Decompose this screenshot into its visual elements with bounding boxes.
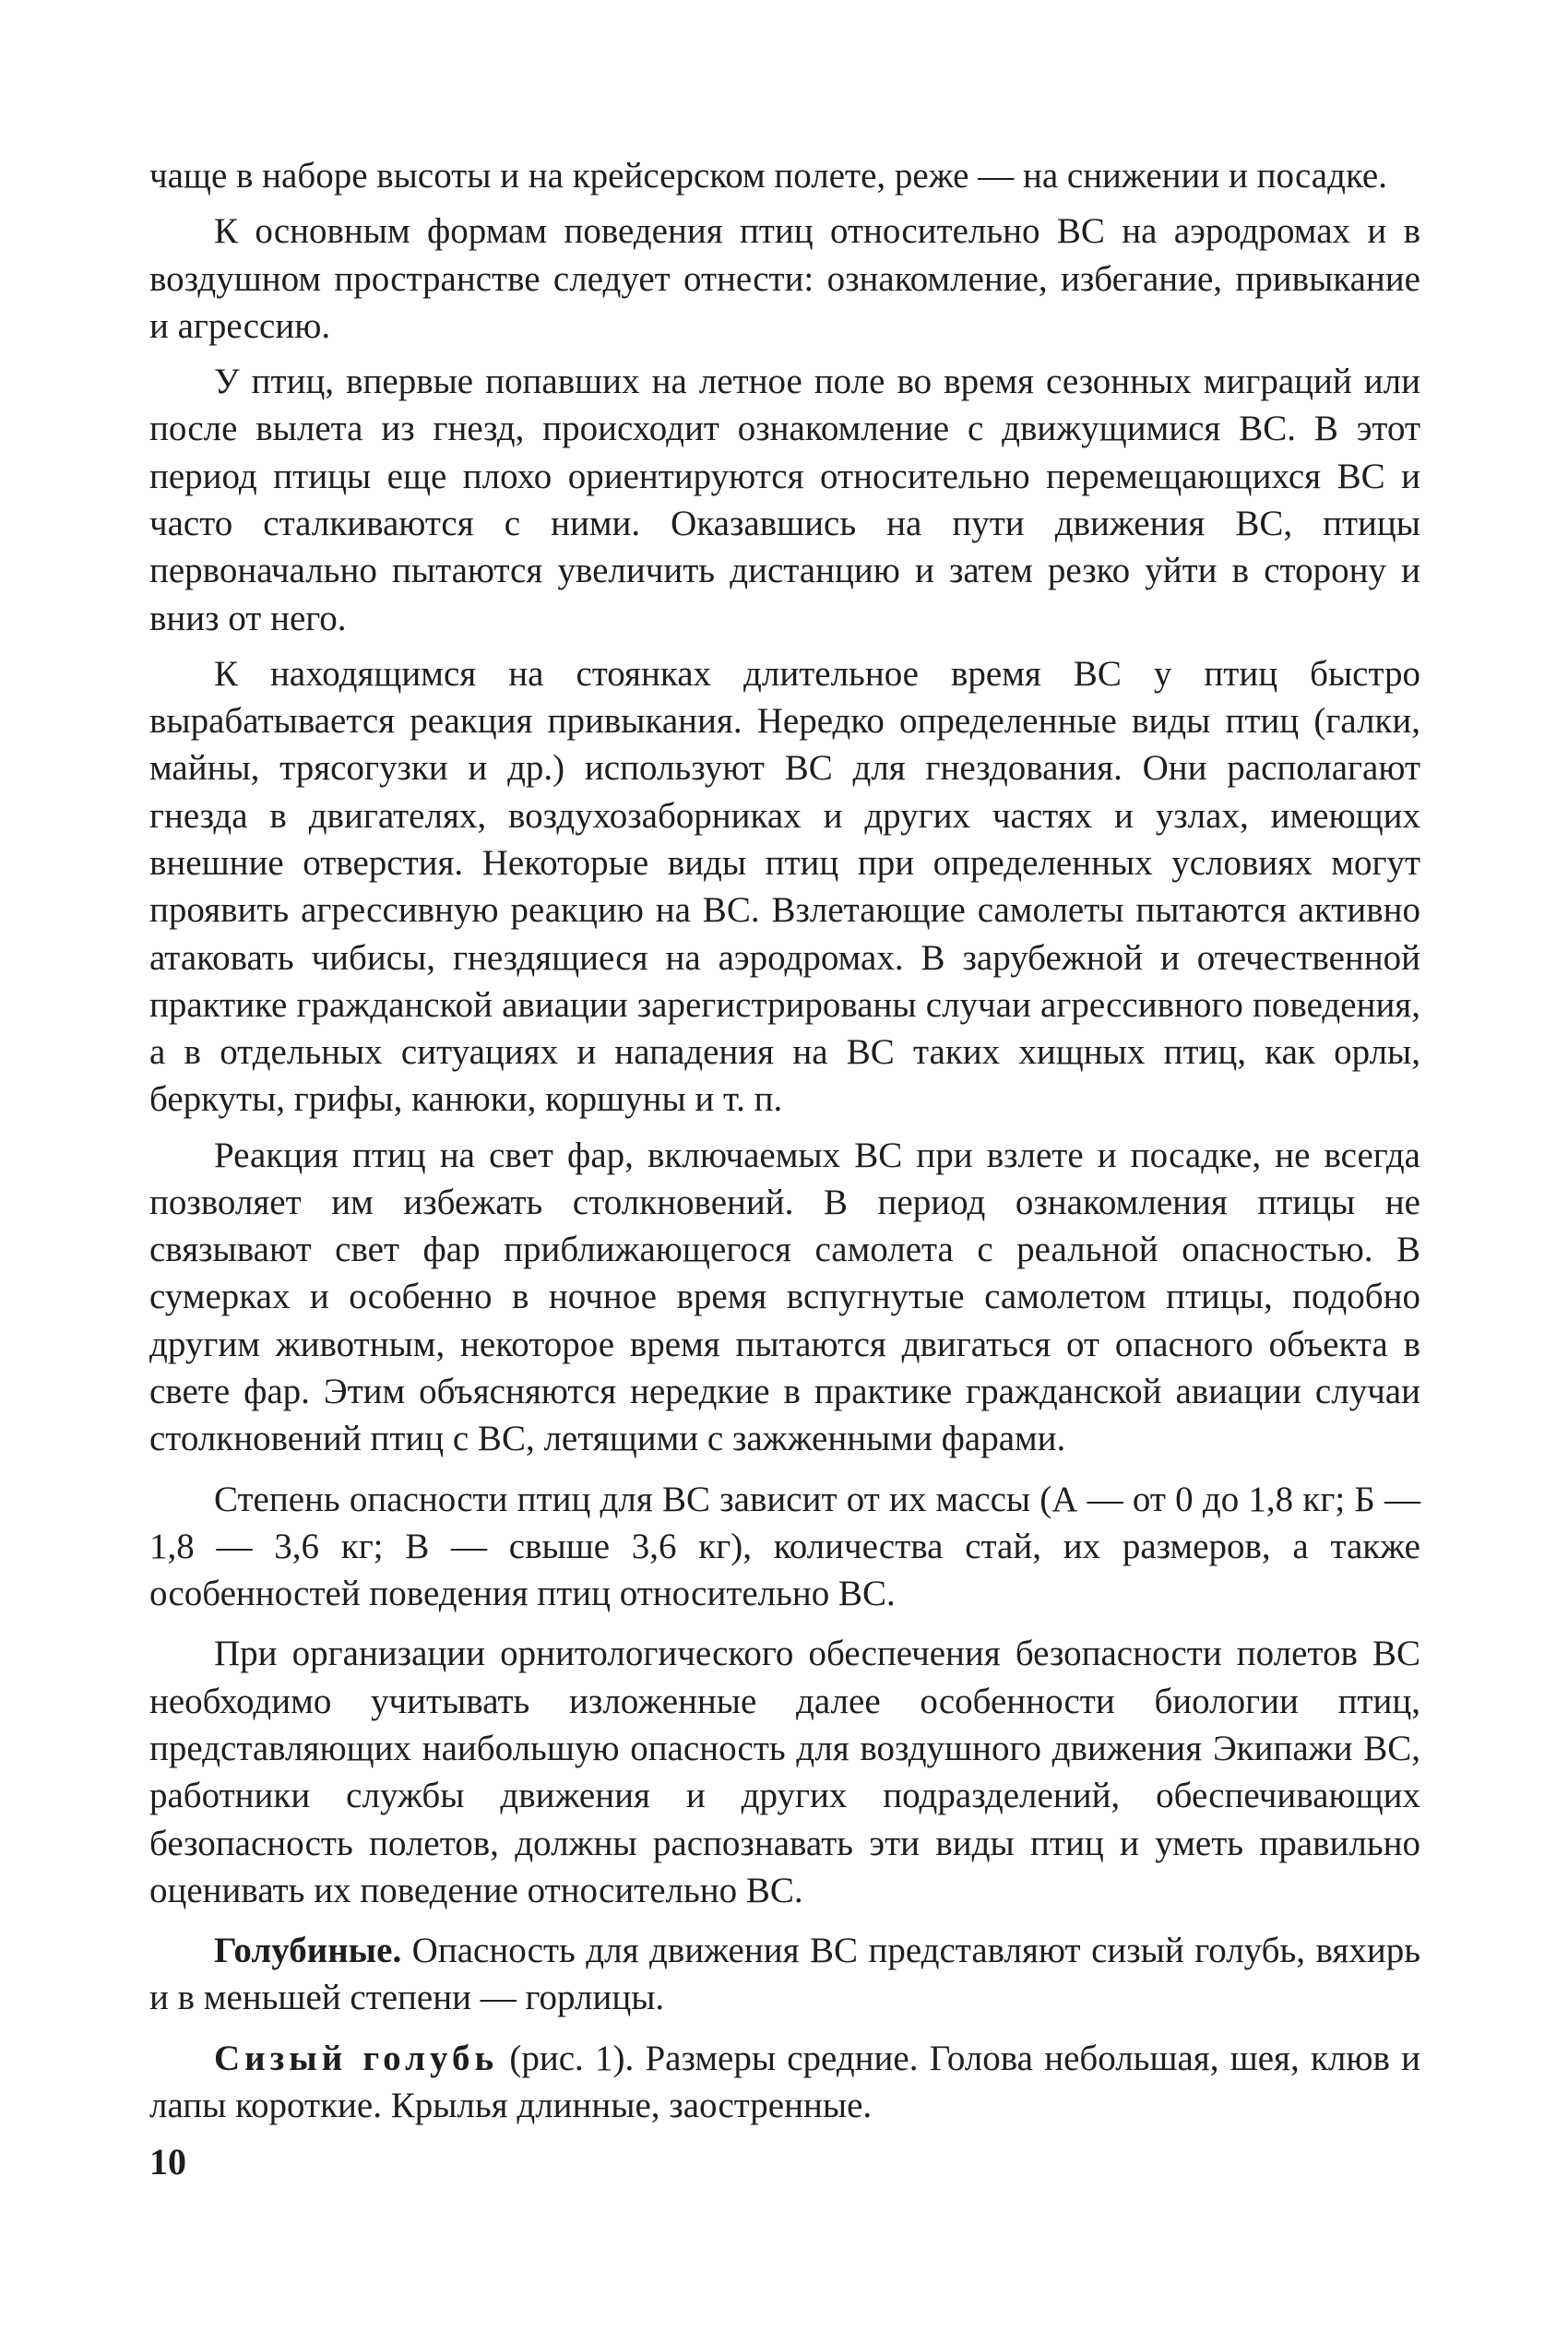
species-heading-rock-dove: Сизый голубь xyxy=(214,2038,499,2078)
section-heading-pigeons: Голубиные. xyxy=(214,1931,402,1971)
paragraph-habituation-aggression: К находящимся на стоянках длительное время ВС у птиц быстро вырабатывается реакция привыкания. Нередко определенные виды птиц (галки, майны, трясогузки и др.) используют ВС для гнездования. Они располагают гнезда в двигателях, воздухозаборниках и других частях и узлах, имеющих внешние отверстия. Некоторые виды птиц при определенных условиях могут проявить агрессивную реакцию на ВС. Взлетающие самолеты пытаются активно атаковать чибисы, гнездящиеся на аэродромах. В зарубежной и отечественной практике гражданской авиации зарегистрированы случаи агрессивного поведения, а в отдельных ситуациях и нападения на ВС таких хищных птиц, как орлы, беркуты, грифы, канюки, коршуны и т. п. xyxy=(149,653,1420,1120)
rock-dove-text: (рис. 1). Размеры средние. Голова небольшая, шея, клюв и лапы короткие. Крылья длинные, заостренные. xyxy=(149,2038,1420,2125)
page-body xyxy=(149,152,1420,2137)
paragraph-ornithological-support: При организации орнитологического обеспечения безопасности полетов ВС необходимо учитывать изложенные далее особенности биологии птиц, представляющих наибольшую опасность для воздушного движения Экипажи ВС, работники службы движения и других подразделений, обеспечивающих безопасность полетов, должны распознавать эти виды птиц и уметь правильно оценивать их поведение относительно ВС. xyxy=(149,1634,1420,1910)
paragraph-familiarization: У птиц, впервые попавших на летное поле во время сезонных миграций или после вылета из гнезд, происходит ознакомление с движущимися ВС. В этот период птицы еще плохо ориентируются относительно перемещающихся ВС и часто сталкиваются с ними. Оказавшись на пути движения ВС, птицы первоначально пытаются увеличить дистанцию и затем резко уйти в сторону и вниз от него. xyxy=(149,362,1420,638)
pigeons-text: Опасность для движения ВС представляют сизый голубь, вяхирь и в меньшей степени — горлицы. xyxy=(149,1931,1420,2018)
paragraph-continuation: чаще в наборе высоты и на крейсерском полете, реже — на снижении и посадке. xyxy=(149,156,1387,196)
paragraph-danger-degree: Степень опасности птиц для ВС зависит от их массы (А — от 0 до 1,8 кг; Б — 1,8 — 3,6 кг; В — свыше 3,6 кг), количества стай, их размеров, а также особенностей поведения птиц относительно ВС. xyxy=(149,1479,1420,1614)
paragraph-rock-dove xyxy=(149,2035,1420,2130)
paragraph-pigeons xyxy=(149,1927,1420,2022)
paragraph-headlights: Реакция птиц на свет фар, включаемых ВС при взлете и посадке, не всегда позволяет им избежать столкновений. В период ознакомления птицы не связывают свет фар приближающегося самолета с реальной опасностью. В сумерках и особенно в ночное время вспугнутые самолетом птицы, подобно другим животным, некоторое время пытаются двигаться от опасного объекта в свете фар. Этим объясняются нередкие в практике гражданской авиации случаи столкновений птиц с ВС, летящими с зажженными фарами. xyxy=(149,1135,1420,1459)
page-number: 10 xyxy=(149,2141,186,2182)
paragraph-behavior-forms: К основным формам поведения птиц относительно ВС на аэродромах и в воздушном пространстве следует отнести: ознакомление, избегание, привыкание и агрессию. xyxy=(149,211,1420,346)
